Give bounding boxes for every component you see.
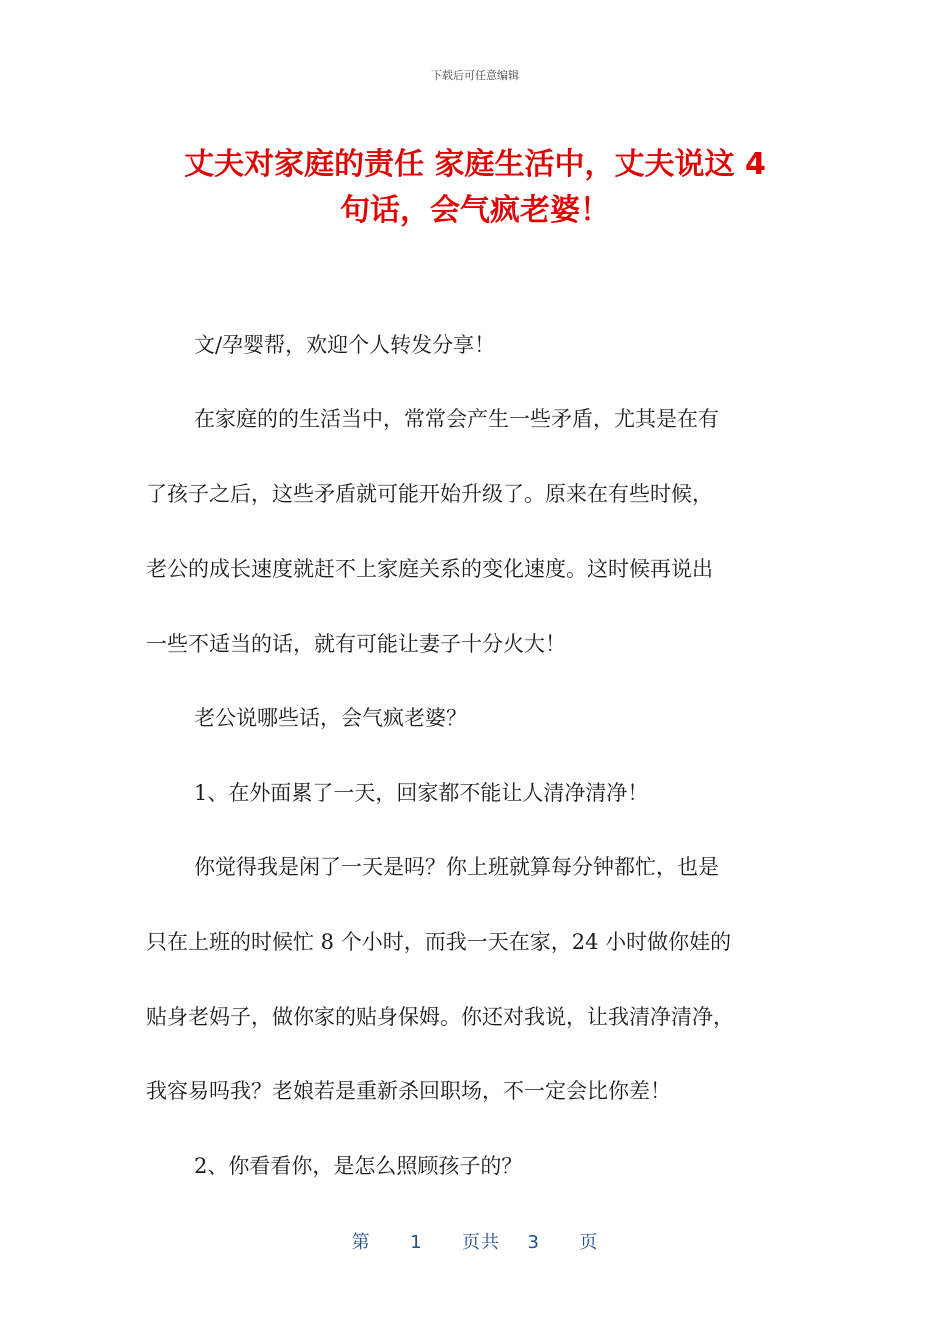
title-line-1: 丈夫对家庭的责任 家庭生活中，丈夫说这 4 [184,147,766,182]
title-line-2: 句话，会气疯老婆！ [340,193,610,228]
body-line: 在家庭的的生活当中，常常会产生一些矛盾，尤其是在有 [194,407,719,431]
footer-ye: 页 [579,1232,599,1253]
document-title [120,142,830,234]
body-line: 了孩子之后，这些矛盾就可能开始升级了。原来在有些时候， [146,482,713,506]
footer-di: 第 [351,1232,371,1253]
body-line: 贴身老妈子，做你家的贴身保姆。你还对我说，让我清净清净， [146,1005,734,1029]
page-footer [0,1228,950,1254]
body-line: 一些不适当的话，就有可能让妻子十分火大！ [146,632,566,656]
body-line: 1、在外面累了一天，回家都不能让人清净清净！ [194,781,649,805]
body-line: 只在上班的时候忙 8 个小时，而我一天在家，24 小时做你娃的 [146,930,732,954]
body-line: 老公说哪些话，会气疯老婆？ [194,706,467,730]
footer-current-page: 1 [410,1232,423,1253]
body-line: 文/孕婴帮，欢迎个人转发分享！ [194,333,496,357]
body-line: 我容易吗我？老娘若是重新杀回职场，不一定会比你差！ [146,1079,671,1103]
body-line: 你觉得我是闲了一天是吗？你上班就算每分钟都忙，也是 [194,855,719,879]
body-line: 2、你看看你，是怎么照顾孩子的？ [194,1154,523,1178]
footer-ye-gong: 页共 [462,1232,500,1253]
footer-total-pages: 3 [527,1232,540,1253]
header-note: 下载后可任意编辑 [431,69,519,82]
body-line: 老公的成长速度就赶不上家庭关系的变化速度。这时候再说出 [146,557,713,581]
